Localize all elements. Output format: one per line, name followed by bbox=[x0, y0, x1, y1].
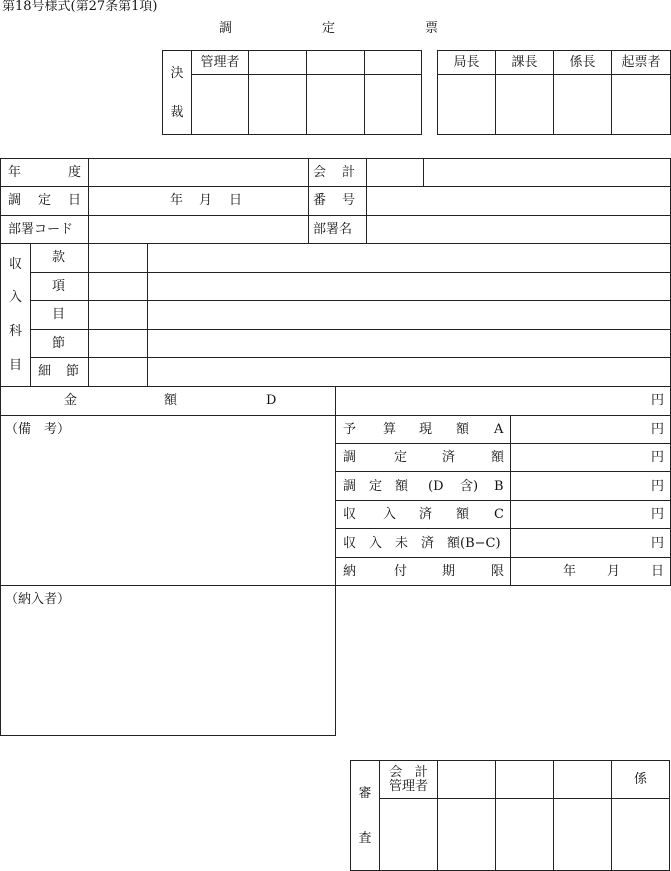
choteibi-year: 年 bbox=[170, 193, 184, 208]
yosan-input[interactable] bbox=[512, 416, 647, 442]
kan-input[interactable] bbox=[148, 244, 670, 271]
saimoku-char-2: 節 bbox=[66, 364, 80, 379]
kihyosha-label: 起票者 bbox=[612, 51, 671, 75]
nofu-c3: 期 bbox=[442, 564, 456, 579]
shunyuzumi-c5: C bbox=[494, 507, 504, 522]
mishu-yen: 円 bbox=[651, 536, 665, 551]
shunyuzumi-c2: 入 bbox=[383, 507, 397, 522]
choteizumi-yen: 円 bbox=[651, 450, 665, 465]
approval-seal-cell[interactable] bbox=[192, 75, 249, 135]
choteigaku-input[interactable] bbox=[512, 472, 647, 499]
choteigaku-c5: 含) bbox=[460, 479, 479, 494]
choteibi-day: 日 bbox=[229, 193, 243, 208]
kessai-char-2: 裁 bbox=[170, 104, 184, 120]
form-number: 第18号様式(第27条第1項) bbox=[2, 0, 158, 14]
audit-seal-cell[interactable] bbox=[554, 799, 612, 871]
yosan-c4: 額 bbox=[456, 422, 470, 437]
choteibi-month: 月 bbox=[199, 193, 213, 208]
kin-label: 金 bbox=[64, 393, 78, 408]
kacho-label: 課長 bbox=[496, 51, 554, 75]
ko-label: 項 bbox=[52, 279, 66, 294]
kaikei-char-2: 計 bbox=[342, 165, 356, 180]
audit-seal-cell[interactable] bbox=[496, 799, 554, 871]
manager-label: 管理者 bbox=[192, 51, 249, 75]
title-char-3: 票 bbox=[425, 21, 439, 36]
choteibi-char-1: 調 bbox=[8, 193, 22, 208]
approval-seal-cell[interactable] bbox=[612, 75, 671, 135]
revenue-label-char-2: 入 bbox=[9, 290, 23, 305]
nendo-char-1: 年 bbox=[8, 165, 22, 180]
approval-table bbox=[162, 50, 422, 135]
moku-input[interactable] bbox=[148, 301, 670, 328]
choteibi-char-3: 日 bbox=[68, 193, 82, 208]
audit-header-blank bbox=[496, 761, 554, 799]
choteigaku-c6: B bbox=[494, 479, 504, 494]
mishu-c2: 入 bbox=[369, 536, 383, 551]
choteigaku-c3: 額 bbox=[395, 479, 409, 494]
audit-table bbox=[350, 760, 670, 871]
biko-textarea[interactable] bbox=[2, 440, 332, 582]
audit-kaikei-kanrisha bbox=[380, 761, 438, 799]
kakaricho-label: 係長 bbox=[554, 51, 612, 75]
bango-char-2: 号 bbox=[342, 193, 356, 208]
payer-textarea[interactable] bbox=[2, 610, 332, 732]
mishu-c4: 済 bbox=[421, 536, 435, 551]
approval-seal-cell[interactable] bbox=[554, 75, 612, 135]
biko-label: （備 考） bbox=[5, 422, 71, 437]
audit-label-cell bbox=[351, 761, 380, 871]
bango-char-1: 番 bbox=[313, 193, 327, 208]
shunyuzumi-c1: 収 bbox=[343, 507, 357, 522]
amount-d-input[interactable] bbox=[337, 387, 647, 414]
saimoku-input[interactable] bbox=[148, 358, 670, 386]
kyokucho-label: 局長 bbox=[438, 51, 496, 75]
audit-kaikei-c1: 会 bbox=[389, 764, 403, 780]
nofu-c4: 限 bbox=[491, 564, 505, 579]
busho-mei-label: 部署名 bbox=[313, 222, 353, 237]
choteizumi-input[interactable] bbox=[512, 444, 647, 470]
audit-header-blank bbox=[554, 761, 612, 799]
nendo-char-2: 度 bbox=[68, 165, 82, 180]
shunyuzumi-input[interactable] bbox=[512, 501, 647, 527]
setsu-input[interactable] bbox=[148, 330, 670, 356]
busho-mei-input[interactable] bbox=[367, 216, 670, 242]
mishu-c5: 額(B−C) bbox=[447, 536, 501, 551]
revenue-label-char-4: 目 bbox=[9, 358, 23, 373]
yosan-yen: 円 bbox=[651, 422, 665, 437]
amount-d-yen: 円 bbox=[651, 393, 665, 408]
revenue-label-char-3: 科 bbox=[9, 324, 23, 339]
nendo-input[interactable] bbox=[89, 159, 307, 185]
audit-header-blank bbox=[438, 761, 496, 799]
title-char-2: 定 bbox=[322, 21, 336, 36]
approval-seal-cell[interactable] bbox=[307, 75, 365, 135]
audit-char-2: 査 bbox=[358, 830, 372, 846]
approval-right-table bbox=[437, 50, 671, 135]
kaikei-input[interactable] bbox=[367, 159, 422, 185]
nofu-day: 日 bbox=[651, 564, 665, 579]
audit-seal-cell[interactable] bbox=[438, 799, 496, 871]
audit-kanrisha: 管理者 bbox=[388, 778, 428, 794]
kessai-char-1: 決 bbox=[170, 65, 184, 81]
choteigaku-c1: 調 bbox=[343, 479, 357, 494]
shunyuzumi-c3: 済 bbox=[419, 507, 433, 522]
amount-d-label: D bbox=[266, 393, 277, 408]
approval-seal-cell[interactable] bbox=[249, 75, 307, 135]
payer-label: （納入者） bbox=[5, 592, 71, 607]
approval-seal-cell[interactable] bbox=[365, 75, 422, 135]
gaku-label: 額 bbox=[164, 393, 178, 408]
bango-input[interactable] bbox=[367, 187, 670, 214]
approval-header-blank bbox=[307, 51, 365, 75]
title-char-1: 調 bbox=[219, 21, 233, 36]
shunyuzumi-yen: 円 bbox=[651, 507, 665, 522]
revenue-label-char-1: 収 bbox=[9, 257, 23, 272]
kaikei-char-1: 会 bbox=[313, 165, 327, 180]
shunyuzumi-c4: 額 bbox=[456, 507, 470, 522]
yosan-c2: 算 bbox=[383, 422, 397, 437]
approval-seal-cell[interactable] bbox=[438, 75, 496, 135]
audit-seal-cell[interactable] bbox=[380, 799, 438, 871]
busho-code-label: 部署コード bbox=[8, 222, 74, 237]
mishu-c1: 収 bbox=[343, 536, 357, 551]
choteibi-char-2: 定 bbox=[38, 193, 52, 208]
setsu-label: 節 bbox=[52, 336, 66, 351]
choteizumi-c4: 額 bbox=[491, 450, 505, 465]
choteigaku-c2: 定 bbox=[369, 479, 383, 494]
choteigaku-c4: (D bbox=[428, 479, 444, 494]
choteizumi-c1: 調 bbox=[343, 450, 357, 465]
nofu-c1: 納 bbox=[343, 564, 357, 579]
approval-header-blank bbox=[249, 51, 307, 75]
audit-seal-cell[interactable] bbox=[612, 799, 670, 871]
choteizumi-c3: 済 bbox=[442, 450, 456, 465]
yosan-c1: 予 bbox=[343, 422, 357, 437]
busho-code-input[interactable] bbox=[89, 216, 307, 242]
audit-kakari-label: 係 bbox=[612, 761, 670, 799]
ko-input[interactable] bbox=[148, 273, 670, 299]
choteizumi-c2: 定 bbox=[394, 450, 408, 465]
saimoku-char-1: 細 bbox=[38, 364, 52, 379]
kan-label: 款 bbox=[52, 250, 66, 265]
approval-seal-cell[interactable] bbox=[496, 75, 554, 135]
audit-char-1: 審 bbox=[358, 785, 372, 801]
yosan-c3: 現 bbox=[419, 422, 433, 437]
audit-kaikei-c2: 計 bbox=[414, 764, 428, 780]
kessai-cell bbox=[163, 51, 192, 135]
nofu-c2: 付 bbox=[394, 564, 408, 579]
nofu-year: 年 bbox=[563, 564, 577, 579]
choteigaku-yen: 円 bbox=[651, 479, 665, 494]
yosan-c5: A bbox=[494, 422, 504, 437]
kaikei-name-input[interactable] bbox=[424, 159, 670, 185]
approval-header-blank bbox=[365, 51, 422, 75]
nofu-month: 月 bbox=[607, 564, 621, 579]
mishu-c3: 未 bbox=[395, 536, 409, 551]
mishu-input[interactable] bbox=[512, 529, 647, 556]
moku-label: 目 bbox=[52, 307, 66, 322]
